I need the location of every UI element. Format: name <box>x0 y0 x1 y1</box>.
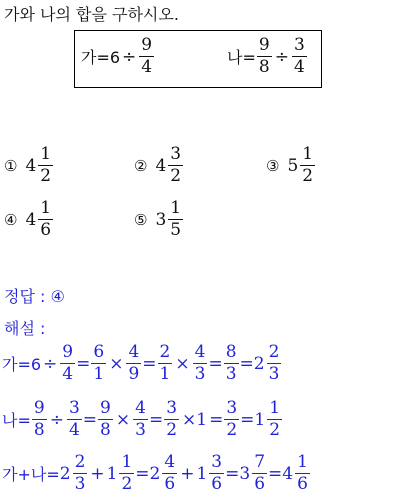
fraction <box>224 400 239 439</box>
whole-part: 3 <box>239 463 251 484</box>
whole-part: 5 <box>287 155 299 176</box>
choice-1[interactable] <box>4 146 54 185</box>
denominator: 8 <box>100 420 111 440</box>
question-title: 가와 나의 합을 구하시오. <box>4 5 179 24</box>
fraction <box>139 37 154 76</box>
fraction <box>119 454 134 493</box>
denominator: 3 <box>194 364 206 384</box>
fraction <box>126 344 141 383</box>
fraction <box>38 200 53 239</box>
denominator: 2 <box>302 166 314 186</box>
mixed-number <box>155 146 184 185</box>
fraction <box>292 37 307 76</box>
numerator: 3 <box>226 398 238 418</box>
numerator: 1 <box>302 144 314 164</box>
whole-part: 1 <box>254 409 266 430</box>
fraction <box>300 146 315 185</box>
whole-part: 4 <box>282 463 294 484</box>
ga-label: 가=6 <box>81 48 121 67</box>
equals-sign: = <box>135 463 150 484</box>
numerator: 9 <box>62 342 74 362</box>
denominator: 6 <box>164 474 176 494</box>
fraction <box>67 400 82 439</box>
denominator: 3 <box>225 364 237 384</box>
denominator: 1 <box>159 364 171 384</box>
fraction <box>193 344 208 383</box>
whole-part: 2 <box>149 463 161 484</box>
denominator: 9 <box>128 364 140 384</box>
numerator: 1 <box>297 452 308 472</box>
multiply-sign: × <box>175 353 190 374</box>
mixed-number <box>150 454 179 493</box>
numerator: 2 <box>268 342 280 362</box>
divide-sign: ÷ <box>49 409 64 430</box>
numerator: 4 <box>135 398 146 418</box>
denominator: 3 <box>268 364 280 384</box>
equals-sign: = <box>142 353 157 374</box>
denominator: 6 <box>211 474 223 494</box>
fraction <box>60 344 75 383</box>
denominator: 5 <box>170 220 182 240</box>
denominator: 2 <box>170 166 182 186</box>
answer-label: 정답 : ④ <box>4 287 65 306</box>
mixed-number <box>282 454 311 493</box>
numerator: 9 <box>141 35 153 55</box>
solution-label: 해설 : <box>4 319 46 338</box>
whole-part: 2 <box>253 353 265 374</box>
given-expressions-box <box>74 30 322 88</box>
solution-line-3 <box>2 454 311 493</box>
denominator: 4 <box>293 57 305 77</box>
numerator: 2 <box>159 342 171 362</box>
denominator: 8 <box>258 57 270 77</box>
fraction <box>73 454 88 493</box>
divide-sign: ÷ <box>43 353 58 374</box>
mixed-number <box>254 344 283 383</box>
denominator: 8 <box>33 420 45 440</box>
plus-sign: + <box>180 463 195 484</box>
denominator: 6 <box>297 474 308 494</box>
multiply-sign: × <box>109 353 124 374</box>
na-label: 나= <box>227 48 256 67</box>
fraction <box>32 400 47 439</box>
fraction <box>98 400 113 439</box>
denominator: 2 <box>269 420 281 440</box>
fraction <box>133 400 148 439</box>
numerator: 4 <box>128 342 140 362</box>
choice-2[interactable] <box>134 146 184 185</box>
denominator: 2 <box>166 420 178 440</box>
divide-sign: ÷ <box>274 46 289 67</box>
mixed-number <box>60 454 89 493</box>
whole-part: 4 <box>25 155 37 176</box>
numerator: 3 <box>166 398 178 418</box>
choice-mark: ① <box>4 156 18 175</box>
fraction <box>267 400 282 439</box>
numerator: 1 <box>121 452 133 472</box>
numerator: 4 <box>164 452 176 472</box>
choice-5[interactable] <box>134 200 184 239</box>
na-label: 나= <box>2 411 31 430</box>
mixed-number <box>196 454 225 493</box>
numerator: 6 <box>93 342 105 362</box>
ga-label: 가=6 <box>2 355 42 374</box>
whole-part: 4 <box>25 209 37 230</box>
equals-sign: = <box>240 409 255 430</box>
equals-sign: = <box>225 463 240 484</box>
whole-part: 1 <box>196 463 208 484</box>
numerator: 9 <box>100 398 111 418</box>
numerator: 7 <box>254 452 266 472</box>
sum-label: 가+나= <box>2 465 60 484</box>
fraction <box>38 146 53 185</box>
fraction <box>295 454 310 493</box>
choice-mark: ⑤ <box>134 210 148 229</box>
numerator: 4 <box>194 342 206 362</box>
numerator: 9 <box>33 398 45 418</box>
choice-3[interactable] <box>266 146 316 185</box>
mixed-number <box>25 200 54 239</box>
whole-part: 3 <box>155 209 167 230</box>
fraction <box>164 400 179 439</box>
denominator: 2 <box>121 474 133 494</box>
denominator: 3 <box>135 420 146 440</box>
fraction <box>209 454 224 493</box>
fraction <box>224 344 239 383</box>
numerator: 1 <box>40 144 52 164</box>
equals-sign: = <box>76 353 91 374</box>
numerator: 1 <box>40 198 52 218</box>
fraction <box>168 146 183 185</box>
mixed-number <box>25 146 54 185</box>
numerator: 3 <box>170 144 182 164</box>
divide-sign: ÷ <box>122 46 137 67</box>
numerator: 8 <box>225 342 237 362</box>
denominator: 6 <box>40 220 52 240</box>
denominator: 6 <box>254 474 266 494</box>
equals-sign: = <box>82 409 98 430</box>
choice-mark: ④ <box>4 210 18 229</box>
mixed-number <box>287 146 316 185</box>
mixed-number <box>155 200 184 239</box>
choice-mark: ② <box>134 156 148 175</box>
equals-sign: = <box>209 409 224 430</box>
equals-sign: = <box>239 353 254 374</box>
denominator: 4 <box>68 420 80 440</box>
plus-sign: + <box>90 463 105 484</box>
mixed-number <box>254 400 283 439</box>
numerator: 3 <box>211 452 223 472</box>
equals-sign: = <box>268 463 283 484</box>
choice-4[interactable] <box>4 200 54 239</box>
expression-ga <box>81 37 155 76</box>
numerator: 2 <box>74 452 86 472</box>
multiply-sign: × <box>115 409 131 430</box>
whole-part: 1 <box>106 463 118 484</box>
mixed-number <box>107 454 136 493</box>
equals-sign: = <box>148 409 164 430</box>
choice-mark: ③ <box>266 156 280 175</box>
numerator: 1 <box>170 198 182 218</box>
whole-part: 2 <box>59 463 71 484</box>
fraction <box>168 200 183 239</box>
numerator: 3 <box>293 35 305 55</box>
denominator: 4 <box>141 57 153 77</box>
denominator: 2 <box>226 420 238 440</box>
multiply-one: ×1 <box>182 409 208 430</box>
numerator: 3 <box>68 398 80 418</box>
solution-line-2 <box>2 400 283 439</box>
denominator: 4 <box>62 364 74 384</box>
numerator: 1 <box>269 398 281 418</box>
fraction <box>158 344 173 383</box>
fraction <box>267 344 282 383</box>
denominator: 2 <box>40 166 52 186</box>
denominator: 1 <box>93 364 105 384</box>
fraction <box>252 454 267 493</box>
numerator: 9 <box>258 35 270 55</box>
whole-part: 4 <box>155 155 167 176</box>
mixed-number <box>239 454 268 493</box>
fraction <box>257 37 272 76</box>
equals-sign: = <box>208 353 223 374</box>
fraction <box>162 454 177 493</box>
expression-na <box>227 37 308 76</box>
fraction <box>91 344 106 383</box>
denominator: 3 <box>74 474 86 494</box>
solution-line-1 <box>2 344 282 383</box>
